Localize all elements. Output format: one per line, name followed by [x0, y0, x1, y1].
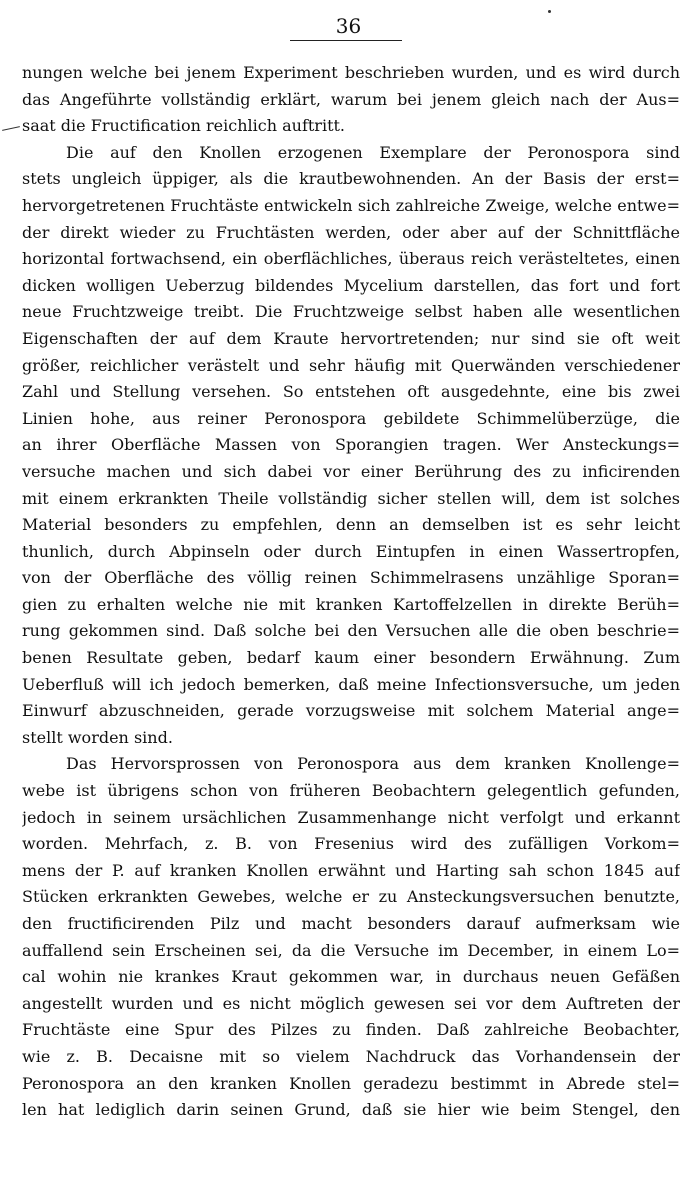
text-line: versuche machen und sich dabei vor einer Berührung des zu inficirenden	[22, 461, 680, 481]
text-line: der direkt wieder zu Fruchtästen werden, oder aber auf der Schnittfläche	[22, 222, 680, 242]
text-line: nungen welche bei jenem Experiment beschrieben wurden, und es wird durch	[22, 63, 680, 82]
text-line: mens der P. auf kranken Knollen erwähnt und Harting sah schon 1845 auf	[22, 860, 680, 880]
text-line: von der Oberfläche des völlig reinen Schimmelrasens unzählige Sporan=	[22, 568, 680, 588]
text-line: Linien hohe, aus reiner Peronospora gebildete Schimmelüberzüge, die	[22, 408, 680, 428]
text-line: Stücken erkrankten Gewebes, welche er zu Ansteckungsversuchen benutzte,	[22, 887, 680, 907]
text-line: gien zu erhalten welche nie mit kranken Kartoffelzellen in direkte Berüh=	[22, 594, 680, 614]
text-line: cal wohin nie krankes Kraut gekommen war, in durchaus neuen Gefäßen	[22, 967, 680, 987]
text-line: dicken wolligen Ueberzug bildendes Mycelium darstellen, das fort und fort	[22, 275, 680, 295]
text-line: rung gekommen sind. Daß solche bei den Versuchen alle die oben beschrie=	[22, 621, 680, 641]
margin-mark	[2, 126, 20, 131]
text-line: Ueberfluß will ich jedoch bemerken, daß meine Infectionsversuche, um jeden	[22, 674, 680, 694]
text-line: Die auf den Knollen erzogenen Exemplare der Peronospora sind	[66, 142, 680, 162]
text-line: mit einem erkrankten Theile vollständig sicher stellen will, dem ist solches	[22, 488, 680, 508]
text-line: Das Hervorsprossen von Peronospora aus dem kranken Knollenge=	[66, 754, 680, 774]
text-line: Einwurf abzuschneiden, gerade vorzugsweise mit solchem Material ange=	[22, 701, 680, 721]
text-line: stellt worden sind.	[22, 727, 173, 747]
text-line: len hat lediglich darin seinen Grund, daß sie hier wie beim Stengel, den	[22, 1100, 680, 1120]
text-line: webe ist übrigens schon von früheren Beobachtern gelegentlich gefunden,	[22, 781, 680, 801]
text-line: Fruchtäste eine Spur des Pilzes zu finden. Daß zahlreiche Beobachter,	[22, 1020, 680, 1040]
text-line: Peronospora an den kranken Knollen geradezu bestimmt in Abrede stel=	[22, 1073, 680, 1093]
text-line: thunlich, durch Abpinseln oder durch Eintupfen in einen Wassertropfen,	[22, 541, 680, 561]
text-line: neue Fruchtzweige treibt. Die Fruchtzweige selbst haben alle wesentlichen	[22, 302, 680, 322]
text-line: an ihrer Oberfläche Massen von Sporangien tragen. Wer Ansteckungs=	[22, 435, 680, 455]
header-rule	[290, 40, 402, 41]
text-line: Material besonders zu empfehlen, denn an demselben ist es sehr leicht	[22, 515, 680, 535]
page-number: 36	[335, 14, 362, 38]
text-line: Zahl und Stellung versehen. So entstehen oft ausgedehnte, eine bis zwei	[22, 382, 680, 402]
text-line: größer, reichlicher verästelt und sehr häufig mit Querwänden verschiedener	[22, 355, 680, 375]
text-line: stets ungleich üppiger, als die krautbewohnenden. An der Basis der erst=	[22, 169, 680, 189]
text-line: jedoch in seinem ursächlichen Zusammenhange nicht verfolgt und erkannt	[22, 807, 680, 827]
body-text	[22, 60, 680, 1124]
text-line: das Angeführte vollständig erklärt, warum bei jenem gleich nach der Aus=	[22, 89, 680, 109]
text-line: den fructificirenden Pilz und macht besonders darauf aufmerksam wie	[22, 914, 680, 933]
text-line: angestellt wurden und es nicht möglich gewesen sei vor dem Auftreten der	[22, 993, 680, 1013]
text-line: hervorgetretenen Fruchtäste entwickeln sich zahlreiche Zweige, welche entwe=	[22, 195, 680, 215]
text-line: worden. Mehrfach, z. B. von Fresenius wird des zufälligen Vorkom=	[22, 834, 680, 854]
text-line: Eigenschaften der auf dem Kraute hervortretenden; nur sind sie oft weit	[22, 328, 680, 348]
text-line: horizontal fortwachsend, ein oberflächliches, überaus reich verästeltetes, einen	[22, 249, 680, 269]
text-line: wie z. B. Decaisne mit so vielem Nachdruck das Vorhandensein der	[22, 1046, 680, 1066]
ink-speck	[548, 10, 551, 13]
text-line: benen Resultate geben, bedarf kaum einer besondern Erwähnung. Zum	[22, 648, 680, 668]
text-line: auffallend sein Erscheinen sei, da die Versuche im December, in einem Lo=	[22, 940, 680, 960]
text-line: saat die Fructification reichlich auftritt.	[22, 116, 346, 136]
